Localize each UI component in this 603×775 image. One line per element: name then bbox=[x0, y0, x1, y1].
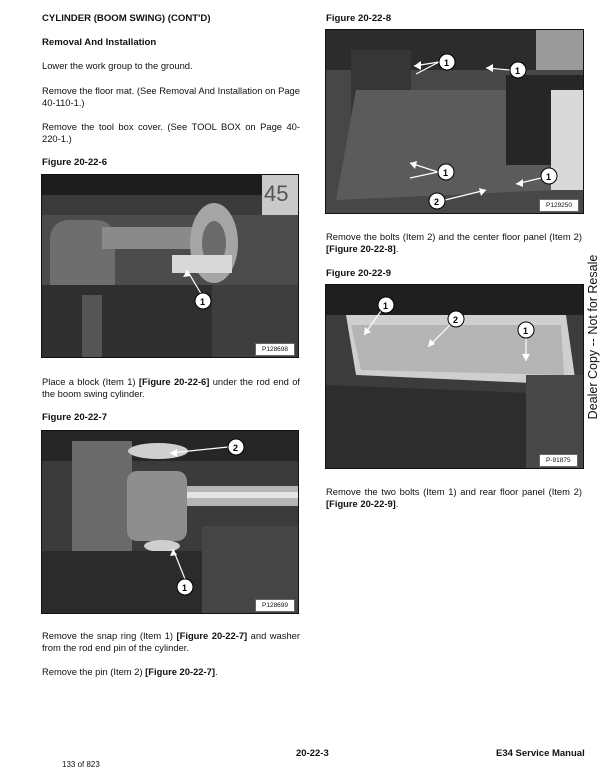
paragraph-remove-rear-floor-panel bbox=[326, 486, 582, 510]
figure-20-22-9-photo-id: P-91875 bbox=[539, 454, 578, 467]
figure-20-22-7-photo bbox=[41, 430, 299, 614]
figure-20-22-9-callout-2: 2 bbox=[453, 315, 459, 325]
paragraph-remove-snap-ring-text-end: and washer from the rod end pin of the cylinder. bbox=[42, 630, 300, 653]
footer-manual-title: E34 Service Manual bbox=[496, 748, 585, 759]
paragraph-remove-bolts-center-panel bbox=[326, 231, 582, 255]
figure-20-22-8-photo-id: P129250 bbox=[539, 199, 579, 212]
watermark-container bbox=[583, 210, 603, 470]
paragraph-remove-pin-text: Remove the pin (Item 2) bbox=[42, 666, 146, 677]
footer-page-count: 133 of 823 bbox=[62, 760, 100, 769]
paragraph-remove-snap-ring bbox=[42, 630, 300, 654]
section-title: CYLINDER (BOOM SWING) (CONT'D) bbox=[42, 13, 211, 24]
figure-20-22-8-callout-1d: 1 bbox=[546, 172, 552, 182]
figure-label-20-22-6: Figure 20-22-6 bbox=[42, 157, 108, 168]
figure-ref-20-22-7[interactable]: [Figure 20-22-7] bbox=[176, 630, 248, 641]
dealer-copy-watermark: Dealer Copy -- Not for Resale bbox=[586, 254, 600, 420]
figure-ref-20-22-6[interactable]: [Figure 20-22-6] bbox=[138, 376, 210, 387]
figure-20-22-9-callout-1b: 1 bbox=[523, 326, 529, 336]
figure-20-22-6-overlay-text: 45 bbox=[264, 181, 289, 206]
paragraph-remove-tool-box-cover: Remove the tool box cover. (See TOOL BOX on Page 40-220-1.) bbox=[42, 121, 300, 144]
figure-20-22-9-callout-1a: 1 bbox=[383, 301, 389, 311]
figure-20-22-8-callout-1b: 1 bbox=[515, 66, 521, 76]
figure-20-22-9-photo bbox=[325, 284, 584, 469]
figure-label-20-22-9: Figure 20-22-9 bbox=[326, 268, 392, 279]
figure-20-22-6-photo bbox=[41, 174, 299, 358]
figure-ref-20-22-7-pin[interactable]: [Figure 20-22-7] bbox=[145, 666, 215, 677]
figure-20-22-8-callout-1c: 1 bbox=[443, 168, 449, 178]
paragraph-place-block-text: Place a block (Item 1) bbox=[42, 376, 139, 387]
paragraph-remove-bolts-text: Remove the bolts (Item 2) and the center floor panel (Item 2) bbox=[326, 231, 582, 242]
figure-20-22-8-callout-1a: 1 bbox=[444, 58, 450, 68]
subsection-title: Removal And Installation bbox=[42, 37, 157, 48]
figure-20-22-7-callout-2: 2 bbox=[233, 443, 239, 453]
paragraph-remove-bolts-text-end: . bbox=[395, 243, 399, 254]
figure-20-22-7-photo-id: P128699 bbox=[255, 599, 295, 612]
figure-ref-20-22-8[interactable]: [Figure 20-22-8] bbox=[326, 243, 396, 254]
figure-20-22-6-photo-id: P128698 bbox=[255, 343, 295, 356]
paragraph-remove-pin-text-end: . bbox=[214, 666, 218, 677]
figure-ref-20-22-9[interactable]: [Figure 20-22-9] bbox=[326, 498, 396, 509]
paragraph-lower-work-group: Lower the work group to the ground. bbox=[42, 60, 193, 71]
figure-20-22-6-callout-1: 1 bbox=[200, 297, 206, 307]
paragraph-remove-pin bbox=[42, 666, 300, 678]
paragraph-remove-rear-text-end: . bbox=[395, 498, 399, 509]
paragraph-remove-rear-text: Remove the two bolts (Item 1) and rear floor panel (Item 2) bbox=[326, 486, 582, 497]
paragraph-place-block-text-end: under the rod end of the boom swing cylinder. bbox=[42, 376, 301, 399]
paragraph-remove-snap-ring-text: Remove the snap ring (Item 1) bbox=[42, 630, 177, 641]
paragraph-place-block bbox=[42, 376, 300, 400]
figure-20-22-8-callout-2: 2 bbox=[434, 197, 440, 207]
paragraph-remove-floor-mat: Remove the floor mat. (See Removal And Installation on Page 40-110-1.) bbox=[42, 85, 300, 108]
figure-20-22-8-photo bbox=[325, 29, 584, 214]
figure-20-22-7-callout-1: 1 bbox=[182, 583, 188, 593]
footer-page-number: 20-22-3 bbox=[296, 748, 329, 759]
figure-label-20-22-7: Figure 20-22-7 bbox=[42, 412, 108, 423]
figure-label-20-22-8: Figure 20-22-8 bbox=[326, 13, 392, 24]
